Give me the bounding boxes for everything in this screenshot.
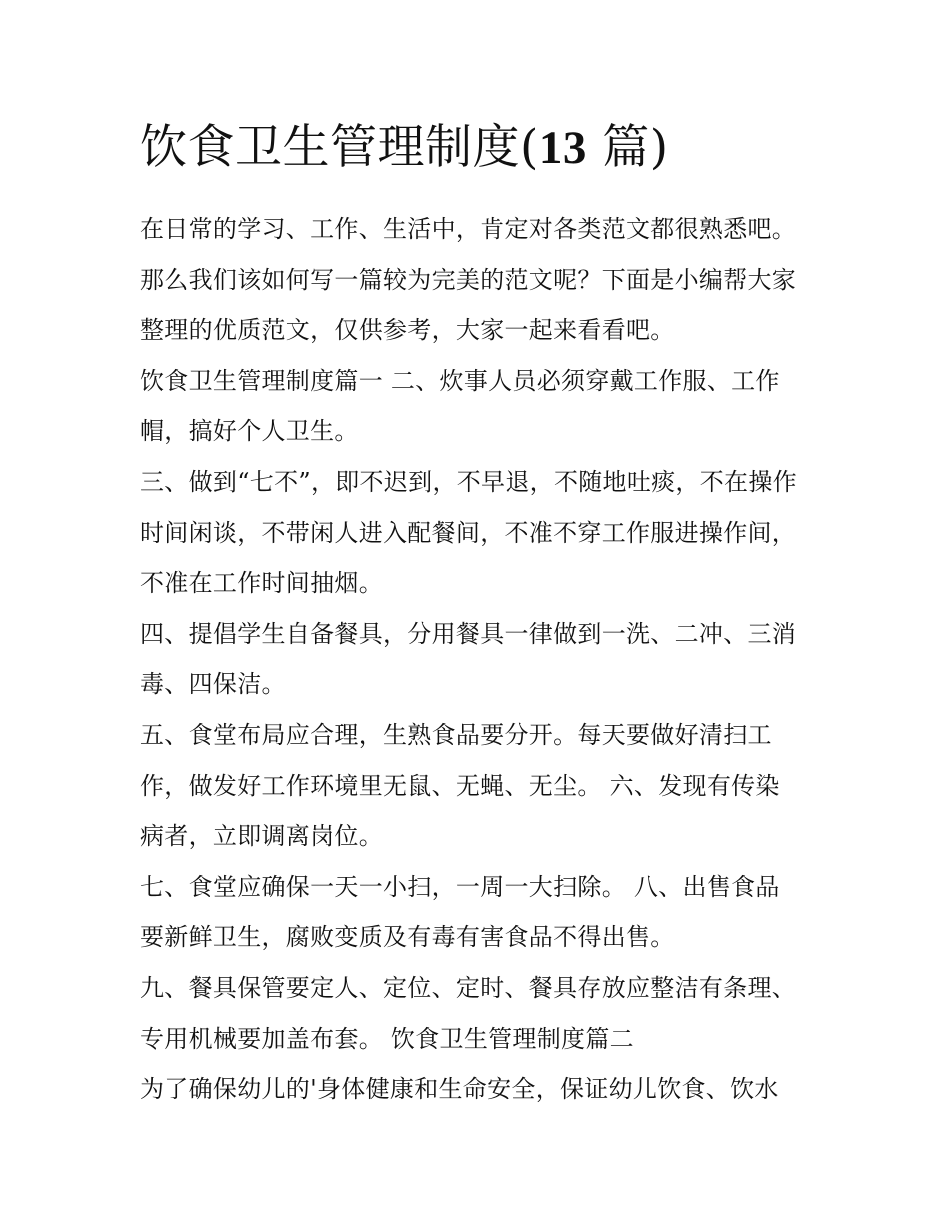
body-line: 不准在工作时间抽烟。 xyxy=(140,569,383,598)
body-line: 为了确保幼儿的'身体健康和生命安全，保证幼儿饮食、饮水 xyxy=(140,1075,779,1104)
body-line: 在日常的学习、工作、生活中，肯定对各类范文都很熟悉吧。 xyxy=(140,215,797,243)
document-body xyxy=(140,204,820,1115)
body-line: 帽，搞好个人卫生。 xyxy=(140,417,359,446)
body-line: 三、做到“七不”，即不迟到，不早退，不随地吐痰，不在操作 xyxy=(140,467,797,496)
title-prefix: 饮食卫生管理制度( xyxy=(140,120,539,175)
body-line: 时间闲谈，不带闲人进入配餐间，不准不穿工作服进操作间， xyxy=(140,518,797,547)
body-line: 那么我们该如何写一篇较为完美的范文呢？下面是小编帮大家 xyxy=(140,265,797,294)
body-line: 要新鲜卫生，腐败变质及有毒有害食品不得出售。 xyxy=(140,923,675,952)
body-line: 专用机械要加盖布套。 饮食卫生管理制度篇二 xyxy=(140,1024,634,1053)
document-title xyxy=(140,112,820,184)
body-line: 病者，立即调离岗位。 xyxy=(140,822,383,851)
body-line: 七、食堂应确保一天一小扫，一周一大扫除。 八、出售食品 xyxy=(140,872,780,901)
body-line: 作，做发好工作环境里无鼠、无蝇、无尘。 六、发现有传染 xyxy=(140,771,780,800)
title-number: 13 xyxy=(538,122,587,174)
title-spacer xyxy=(140,184,820,204)
body-line: 毒、四保洁。 xyxy=(140,670,286,699)
body-line: 九、餐具保管要定人、定位、定时、餐具存放应整洁有条理、 xyxy=(140,973,797,1002)
body-line: 饮食卫生管理制度篇一 二、炊事人员必须穿戴工作服、工作 xyxy=(140,366,780,395)
title-suffix: 篇) xyxy=(586,120,669,175)
body-line: 四、提倡学生自备餐具，分用餐具一律做到一洗、二冲、三消 xyxy=(140,619,797,648)
document-content xyxy=(140,112,820,1115)
body-line: 五、食堂布局应合理，生熟食品要分开。每天要做好清扫工 xyxy=(140,720,772,749)
body-line: 整理的优质范文，仅供参考，大家一起来看看吧。 xyxy=(140,316,675,345)
